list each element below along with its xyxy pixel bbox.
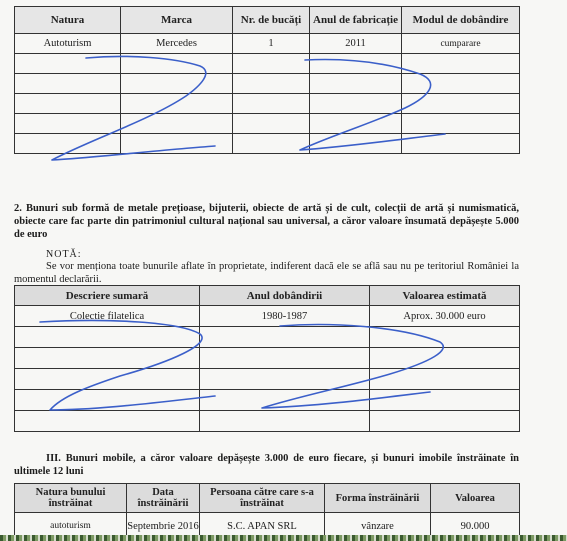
table-cell	[121, 134, 233, 154]
table-cell: 90.000	[431, 513, 520, 540]
table-header-row	[15, 286, 520, 306]
table-cell	[310, 134, 402, 154]
table-cell	[121, 114, 233, 134]
table-cell	[121, 74, 233, 94]
table-cell	[200, 411, 370, 432]
section-2-heading: 2. Bunuri sub formă de metale prețioase, bijuterii, obiecte de artă și de cult, colecții de artă și numismatică, obiecte care fac parte din patrimoniul cultural național sau universal, a căror valoare însumată depășește 5.000 de euro	[14, 203, 519, 240]
column-header: Natura bunului înstrăinat	[15, 484, 127, 513]
table-cell	[370, 390, 520, 411]
table-header-row	[15, 484, 520, 513]
table-cell	[15, 114, 121, 134]
table-row	[15, 327, 520, 348]
table-cell	[233, 114, 310, 134]
table-cell	[15, 390, 200, 411]
table-cell	[310, 54, 402, 74]
alienated-assets-table	[14, 483, 520, 540]
column-header: Marca	[121, 7, 233, 34]
table-cell: 2011	[310, 34, 402, 54]
column-header: Modul de dobândire	[402, 7, 520, 34]
table-cell	[15, 94, 121, 114]
table-cell	[15, 134, 121, 154]
table-cell: Mercedes	[121, 34, 233, 54]
column-header: Valoarea	[431, 484, 520, 513]
table-row	[15, 114, 520, 134]
column-header: Anul dobândirii	[200, 286, 370, 306]
table-cell	[121, 54, 233, 74]
vehicles-table	[14, 6, 520, 154]
table-cell	[233, 94, 310, 114]
table-cell: Autoturism	[15, 34, 121, 54]
table-cell	[233, 54, 310, 74]
table-cell	[200, 369, 370, 390]
table-cell	[310, 74, 402, 94]
column-header: Valoarea estimată	[370, 286, 520, 306]
table-cell	[200, 327, 370, 348]
table-cell	[310, 114, 402, 134]
table-cell: cumparare	[402, 34, 520, 54]
table-row	[15, 94, 520, 114]
table-row	[15, 74, 520, 94]
table-cell: vânzare	[325, 513, 431, 540]
table-cell	[15, 74, 121, 94]
table-cell	[233, 134, 310, 154]
column-header: Nr. de bucăți	[233, 7, 310, 34]
table-cell	[370, 411, 520, 432]
column-header: Natura	[15, 7, 121, 34]
table-cell: 1980-1987	[200, 306, 370, 327]
scan-edge-strip	[0, 535, 567, 541]
table-cell	[15, 369, 200, 390]
table-cell	[15, 348, 200, 369]
nota-text: Se vor menționa toate bunurile aflate în proprietate, indiferent dacă ele se află sau nu pe teritoriul României la momentul declarării.	[14, 261, 519, 285]
table-row	[15, 54, 520, 74]
table-cell	[15, 54, 121, 74]
table-cell: Aprox. 30.000 euro	[370, 306, 520, 327]
table-cell	[370, 348, 520, 369]
table-cell	[402, 54, 520, 74]
table-cell	[121, 94, 233, 114]
table-cell: Colectie filatelica	[15, 306, 200, 327]
table-cell	[15, 327, 200, 348]
table-row	[15, 134, 520, 154]
table-cell	[233, 74, 310, 94]
table-cell	[200, 348, 370, 369]
table-row	[15, 348, 520, 369]
table-cell: Septembrie 2016	[127, 513, 200, 540]
table-cell	[402, 114, 520, 134]
table-cell: 1	[233, 34, 310, 54]
column-header: Descriere sumară	[15, 286, 200, 306]
table-cell	[402, 74, 520, 94]
nota-label: NOTĂ:	[46, 249, 82, 260]
table-row	[15, 369, 520, 390]
table-row	[15, 390, 520, 411]
section-3-heading: III. Bunuri mobile, a căror valoare depășește 3.000 de euro fiecare, și bunuri imobile înstrăinate în ultimele 12 luni	[14, 453, 519, 477]
table-cell	[402, 134, 520, 154]
table-cell	[370, 327, 520, 348]
column-header: Anul de fabricație	[310, 7, 402, 34]
table-cell: autoturism	[15, 513, 127, 540]
table-header-row	[15, 7, 520, 34]
table-row	[15, 411, 520, 432]
table-cell	[370, 369, 520, 390]
column-header: Data înstrăinării	[127, 484, 200, 513]
column-header: Persoana către care s-a înstrăinat	[200, 484, 325, 513]
column-header: Forma înstrăinării	[325, 484, 431, 513]
table-cell	[15, 411, 200, 432]
valuables-table	[14, 285, 520, 432]
table-row	[15, 306, 520, 327]
table-cell	[200, 390, 370, 411]
table-cell: S.C. APAN SRL	[200, 513, 325, 540]
table-cell	[402, 94, 520, 114]
table-row	[15, 34, 520, 54]
table-cell	[310, 94, 402, 114]
